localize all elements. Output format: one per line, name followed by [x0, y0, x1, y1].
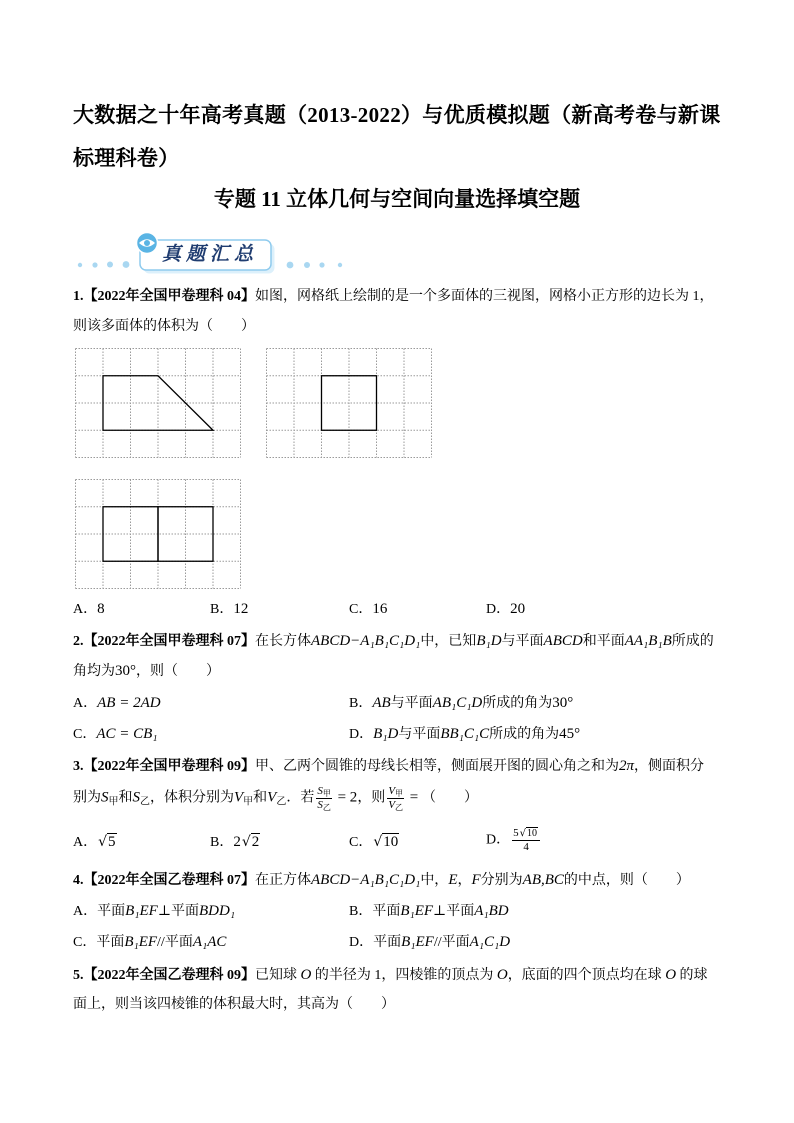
math-subscript: 甲: [322, 789, 331, 798]
math-expression: AB,BC: [522, 872, 564, 888]
math-number: 2: [233, 834, 241, 850]
math-expression: B₁EF: [400, 903, 434, 919]
fraction-denominator: [387, 799, 404, 812]
square-root: [242, 830, 260, 854]
radicand: 10: [383, 834, 399, 850]
eye-icon-pupil: [144, 240, 150, 246]
text-run: 和平面: [582, 634, 625, 649]
question-label: 4.【2022年全国乙卷理科 07】: [73, 873, 255, 888]
text-run: 和: [253, 790, 268, 806]
math-subscript: 乙: [395, 803, 404, 812]
decorative-dot: [304, 262, 310, 268]
math-expression: BB₁C₁C: [440, 726, 490, 742]
radicand: 5: [108, 834, 116, 850]
text-run: D．: [486, 602, 511, 617]
question-1-option-a: [73, 597, 105, 622]
text-run: A．平面: [73, 904, 126, 919]
math-expression: B₁D: [476, 633, 502, 649]
question-label: 5.【2022年全国乙卷理科 09】: [73, 968, 255, 983]
math-subscript: 乙: [322, 803, 331, 812]
banner-label: 真题汇总: [162, 244, 259, 265]
math-number: = 2: [333, 789, 358, 806]
question-4-option-c: [73, 930, 226, 955]
text-run: ，则: [357, 790, 386, 806]
text-run: B．平面: [349, 904, 401, 919]
text-run: 与平面: [390, 696, 433, 711]
math-number: 12: [233, 601, 249, 617]
text-run: A．: [73, 602, 98, 617]
text-run: B．: [349, 696, 373, 711]
question-2-line-2: [73, 659, 220, 684]
question-1-line-2: [73, 315, 255, 339]
math-expression: S: [101, 789, 109, 806]
decorative-dot: [92, 262, 97, 267]
eye-icon: [137, 233, 158, 254]
question-3-option-b: [210, 830, 261, 855]
text-run: C．平面: [73, 935, 125, 950]
text-run: 所成的: [671, 634, 714, 649]
math-expression: V: [388, 799, 396, 811]
math-subscript: 甲: [243, 796, 254, 808]
math-expression: BDD₁: [199, 903, 236, 919]
square-root: [98, 830, 116, 854]
text-run: 的中点，则（ ）: [563, 873, 690, 888]
text-run: 与平面: [501, 634, 544, 649]
question-4-option-b: [349, 899, 509, 924]
text-run: C．: [349, 835, 373, 850]
text-run: 分别为: [480, 873, 523, 888]
math-expression: O: [665, 967, 677, 983]
decorative-dot: [107, 262, 113, 268]
math-expression: AB = 2AD: [97, 695, 161, 711]
text-run: 中，已知: [420, 634, 477, 649]
text-run: 的半径为 1，四棱锥的顶点为: [311, 968, 497, 983]
text-run: A．: [73, 696, 98, 711]
question-1-option-c: [349, 597, 387, 622]
text-run: 则该多面体的体积为（ ）: [73, 319, 255, 334]
text-run: 的球: [676, 968, 708, 983]
math-expression: B₁EF: [401, 934, 434, 950]
question-4-option-a: [73, 899, 235, 924]
math-number: 30°: [115, 663, 136, 679]
question-3-option-d: [486, 827, 542, 854]
text-run: ⊥平面: [157, 904, 199, 919]
math-expression: V: [267, 789, 277, 806]
text-run: 中，: [420, 873, 449, 888]
question-2-option-a: [73, 691, 161, 716]
fraction: [316, 785, 332, 812]
text-run: 角均为: [73, 664, 115, 679]
fraction: [387, 785, 404, 812]
math-expression: B₁EF: [125, 903, 158, 919]
math-number: 8: [97, 601, 105, 617]
decorative-dot: [287, 262, 294, 269]
three-view-side-figure: [266, 348, 432, 458]
math-subscript: 乙: [276, 796, 287, 808]
math-expression: AA₁B₁B: [624, 633, 672, 649]
text-run: D．: [486, 832, 511, 848]
text-run: 别为: [73, 790, 101, 806]
fraction-numerator: [316, 785, 332, 799]
fraction-denominator: [316, 799, 332, 812]
math-expression: ABCD: [543, 633, 583, 649]
math-expression: S: [317, 785, 323, 797]
math-expression: S: [132, 789, 140, 806]
decorative-dot: [123, 261, 130, 268]
math-number: 4: [523, 841, 529, 853]
math-number: 16: [372, 601, 388, 617]
decorative-dot: [338, 263, 342, 267]
math-expression: 2π: [619, 758, 635, 774]
math-expression: V: [234, 789, 244, 806]
text-run: //平面: [157, 935, 193, 950]
math-expression: ABCD−A₁B₁C₁D₁: [311, 633, 421, 649]
math-number: 30°: [552, 695, 574, 711]
text-run: ．若: [286, 790, 315, 806]
question-label: 1.【2022年全国甲卷理科 04】: [73, 289, 255, 304]
text-run: ，则（ ）: [136, 664, 220, 679]
question-2-option-c: [73, 722, 158, 747]
square-root: [373, 830, 399, 854]
math-expression: F: [471, 872, 481, 888]
decorative-dot: [78, 263, 82, 267]
text-run: ，底面的四个顶点均在球: [507, 968, 666, 983]
fraction-denominator: [512, 841, 540, 854]
radicand: 2: [251, 834, 260, 850]
question-label: 2.【2022年全国甲卷理科 07】: [73, 634, 255, 649]
text-run: 和: [118, 790, 133, 806]
text-run: 所成的角为: [489, 727, 560, 742]
math-number: 20: [510, 601, 526, 617]
question-1-line-1: [73, 285, 714, 309]
text-run: B．: [210, 835, 234, 850]
fraction-numerator: [512, 827, 540, 841]
math-expression: B₁D: [373, 726, 399, 742]
square-root: [520, 827, 538, 840]
document-title-line-1: 大数据之十年高考真题（2013-2022）与优质模拟题（新高考卷与新课: [73, 103, 721, 127]
question-4-line-1: [73, 868, 690, 893]
math-expression: AC = CB₁: [96, 726, 158, 742]
math-number: 45°: [559, 726, 581, 742]
text-run: 面上，则当该四棱锥的体积最大时，其高为（ ）: [73, 997, 395, 1012]
decorative-dots-left: [78, 261, 130, 268]
text-run: 已知球: [255, 968, 301, 983]
text-run: B．: [210, 602, 234, 617]
math-number: =: [406, 789, 423, 806]
text-run: ，: [457, 873, 472, 888]
question-1-option-b: [210, 597, 248, 622]
math-expression: A₁BD: [474, 903, 509, 919]
text-run: ，侧面积分: [634, 759, 705, 774]
text-run: D．: [349, 727, 374, 742]
text-run: C．: [349, 602, 373, 617]
text-run: 甲、乙两个圆锥的母线长相等，侧面展开图的圆心角之和为: [255, 759, 619, 774]
section-subtitle: 专题 11 立体几何与空间向量选择填空题: [213, 187, 581, 211]
text-run: C．: [73, 727, 97, 742]
question-4-option-d: [349, 930, 510, 955]
decorative-dot: [319, 262, 324, 267]
question-5-line-1: [73, 963, 708, 988]
math-expression: A₁AC: [192, 934, 227, 950]
math-expression: S: [317, 799, 323, 811]
math-expression: A₁C₁D: [469, 934, 511, 950]
question-5-line-2: [73, 993, 395, 1017]
question-3-option-c: [349, 830, 400, 855]
three-view-front-figure: [75, 348, 241, 458]
question-3-option-a: [73, 830, 118, 855]
grid-lines: [76, 349, 241, 458]
fraction: [512, 827, 540, 854]
text-run: ，体积分别为: [150, 790, 234, 806]
text-run: 在长方体: [255, 634, 311, 649]
text-run: 与平面: [398, 727, 441, 742]
text-run: 在正方体: [255, 873, 311, 888]
question-2-option-d: [349, 722, 580, 747]
text-run: （ ）: [422, 790, 479, 806]
text-run: ⊥平面: [433, 904, 475, 919]
math-subscript: 乙: [140, 796, 150, 808]
text-run: //平面: [433, 935, 470, 950]
math-expression: AB: [372, 695, 391, 711]
question-1-option-d: [486, 597, 525, 622]
question-2-line-1: [73, 629, 714, 654]
text-run: 所成的角为: [482, 696, 553, 711]
math-subscript: 甲: [395, 789, 404, 798]
question-label: 3.【2022年全国甲卷理科 09】: [73, 759, 255, 774]
math-expression: V: [388, 785, 396, 797]
radicand: 10: [527, 828, 537, 839]
math-number: 5: [513, 827, 519, 839]
math-expression: O: [496, 967, 508, 983]
math-expression: O: [300, 967, 312, 983]
text-run: A．: [73, 835, 98, 850]
three-view-top-figure: [75, 479, 241, 589]
math-expression: AB₁C₁D: [432, 695, 483, 711]
math-subscript: 甲: [108, 796, 119, 808]
question-3-line-2: [73, 785, 478, 812]
fraction-numerator: [387, 785, 404, 799]
document-title-line-2: 标理科卷）: [73, 146, 180, 170]
math-expression: B₁EF: [124, 934, 158, 950]
question-3-line-1: [73, 754, 704, 779]
question-2-option-b: [349, 691, 573, 716]
math-expression: ABCD−A₁B₁C₁D₁: [311, 872, 421, 888]
text-run: D．平面: [349, 935, 402, 950]
math-expression: E: [448, 872, 458, 888]
decorative-dots-right: [287, 262, 343, 269]
grid-lines: [267, 349, 432, 458]
text-run: 如图，网格纸上绘制的是一个多面体的三视图，网格小正方形的边长为 1，: [255, 289, 714, 304]
